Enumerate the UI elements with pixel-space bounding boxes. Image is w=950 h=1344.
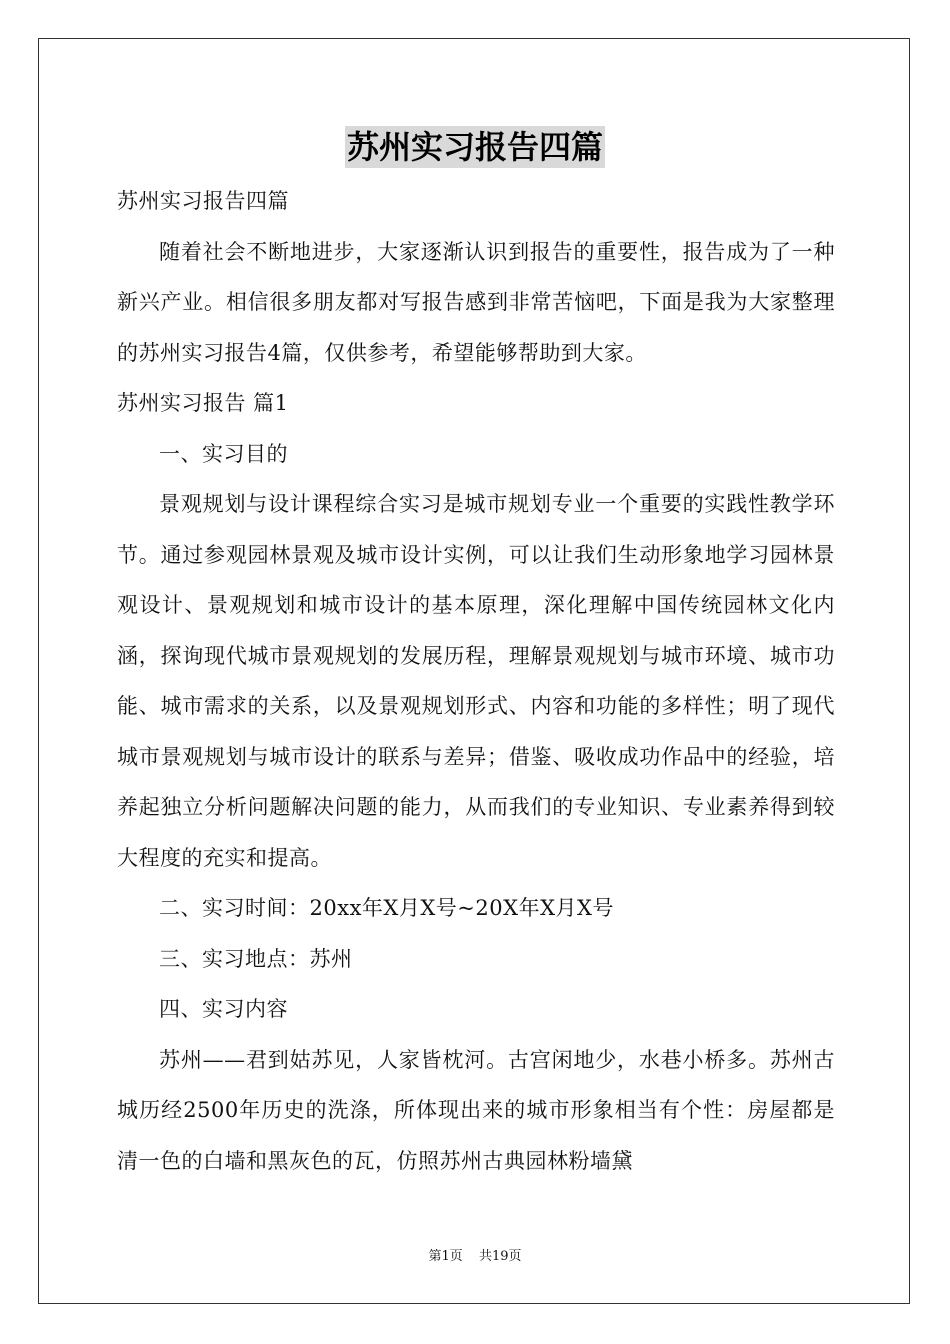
title-wrap <box>0 126 950 168</box>
page-footer <box>0 1245 950 1264</box>
time-line: 二、实习时间：20xx年X月X号~20X年X月X号 <box>159 896 614 920</box>
heading-purpose: 一、实习目的 <box>159 441 288 466</box>
section-heading: 苏州实习报告 篇1 <box>117 391 289 415</box>
heading-content: 四、实习内容 <box>159 997 288 1021</box>
intro-paragraph: 随着社会不断地进步，大家逐渐认识到报告的重要性，报告成为了一种新兴产业。相信很多朋友都对写报告感到非常苦恼吧，下面是我为大家整理的苏州实习报告4篇，仅供参考，希望能够帮助到大家。 <box>117 239 835 365</box>
subtitle-line: 苏州实习报告四篇 <box>117 189 289 213</box>
content-paragraph: 苏州——君到姑苏见，人家皆枕河。古宫闲地少，水巷小桥多。苏州古城历经2500年历史的洗涤，所体现出来的城市形象相当有个性：房屋都是清一色的白墙和黑灰色的瓦，仿照苏州古典园林粉墙黛 <box>117 1047 835 1173</box>
page-total: 共19页 <box>478 1249 522 1264</box>
page-number: 第1页 <box>428 1249 463 1264</box>
location-line: 三、实习地点：苏州 <box>159 946 353 971</box>
document-body <box>117 176 835 1186</box>
document-title: 苏州实习报告四篇 <box>346 128 603 166</box>
purpose-paragraph: 景观规划与设计课程综合实习是城市规划专业一个重要的实践性教学环节。通过参观园林景观及城市设计实例，可以让我们生动形象地学习园林景观设计、景观规划和城市设计的基本原理，深化理解中国传统园林文化内涵，探询现代城市景观规划的发展历程，理解景观规划与城市环境、城市功能、城市需求的关系，以及景观规划形式、内容和功能的多样性；明了现代城市景观规划与城市设计的联系与差异；借鉴、吸收成功作品中的经验，培养起独立分析问题解决问题的能力，从而我们的专业知识、专业素养得到较大程度的充实和提高。 <box>117 492 835 870</box>
